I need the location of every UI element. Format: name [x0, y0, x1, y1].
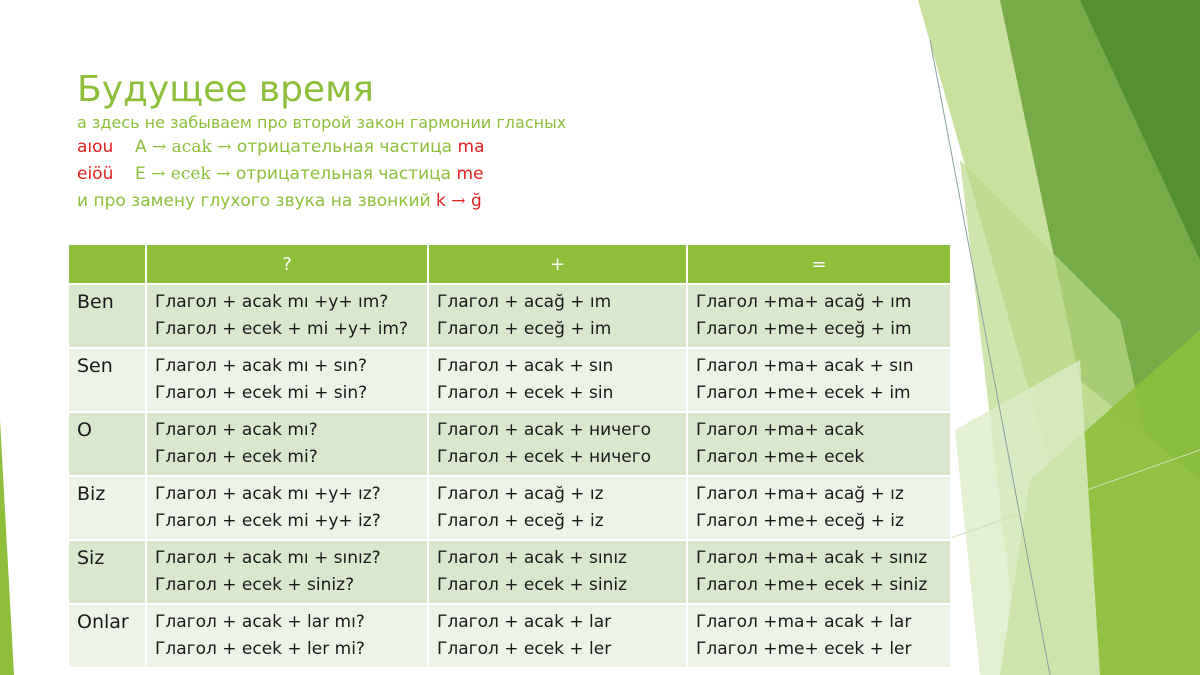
cell-negative: [687, 284, 951, 348]
arrow-icon: →: [216, 164, 231, 184]
arrow-icon: →: [217, 137, 232, 157]
cell-negative: [687, 540, 951, 604]
cell-line: Глагол + acak + sın: [437, 356, 614, 376]
arrow-icon: →: [451, 191, 466, 211]
cell-pronoun: Ben: [68, 284, 146, 348]
consonant-text: и про замену глухого звука на звонкий: [77, 191, 431, 211]
cell-line: Глагол + ecek mi?: [155, 447, 318, 467]
header-pronoun: [68, 244, 146, 284]
cell-line: Глагол + ecek + mi +y+ im?: [155, 319, 409, 339]
cell-pronoun: Siz: [68, 540, 146, 604]
cell-line: Глагол + acağ + ız: [437, 484, 604, 504]
cell-positive: [428, 348, 687, 412]
cell-line: Глагол + ecek + siniz?: [155, 575, 355, 595]
header-question: ?: [146, 244, 428, 284]
cell-line: Глагол + ecek + ничего: [437, 447, 652, 467]
arrow-icon: →: [152, 137, 167, 157]
cell-negative: [687, 476, 951, 540]
title-block: [77, 68, 566, 215]
consonant-from: k: [436, 191, 446, 211]
cell-line: Глагол + ecek + sin: [437, 383, 614, 403]
cell-line: Глагол + acak mı + sın?: [155, 356, 368, 376]
negation-text: отрицательная частица: [235, 164, 452, 184]
cell-line: Глагол +me+ eceğ + im: [696, 319, 912, 339]
suffix-ecek: ecek: [170, 164, 211, 184]
slide-title: Будущее время: [77, 69, 374, 110]
cell-question: [146, 540, 428, 604]
vowels-back: aıou: [77, 137, 114, 157]
rule-consonant: [77, 188, 566, 215]
cell-line: Глагол + acak + ничего: [437, 420, 651, 440]
table-row: [68, 348, 951, 412]
cell-line: Глагол + eceğ + iz: [437, 511, 604, 531]
cell-line: Глагол + acak mı + sınız?: [155, 548, 381, 568]
rule-back-vowels: [77, 134, 566, 161]
cell-question: [146, 348, 428, 412]
consonant-to: ğ: [470, 191, 482, 211]
table-row: [68, 284, 951, 348]
cell-pronoun: O: [68, 412, 146, 476]
cell-positive: [428, 284, 687, 348]
cell-line: Глагол +me+ ecek + im: [696, 383, 911, 403]
cell-line: Глагол +ma+ acak + sın: [696, 356, 914, 376]
cell-line: Глагол + acak mı +y+ ım?: [155, 292, 389, 312]
table-header-row: [68, 244, 951, 284]
deco-shape: [955, 360, 1100, 675]
cell-pronoun: Sen: [68, 348, 146, 412]
cell-line: Глагол +ma+ acak + sınız: [696, 548, 928, 568]
cell-line: Глагол + acak + lar: [437, 612, 612, 632]
deco-shape: [0, 420, 14, 675]
cell-line: Глагол + ecek mi +y+ iz?: [155, 511, 381, 531]
cell-negative: [687, 604, 951, 668]
table-row: [68, 476, 951, 540]
negation-text: отрицательная частица: [236, 137, 453, 157]
cell-positive: [428, 412, 687, 476]
cell-line: Глагол +me+ ecek + siniz: [696, 575, 928, 595]
cell-positive: [428, 476, 687, 540]
cell-positive: [428, 540, 687, 604]
cell-line: Глагол + ecek + ler: [437, 639, 612, 659]
cell-line: Глагол + acağ + ım: [437, 292, 612, 312]
letter-a: A: [134, 137, 147, 157]
cell-line: Глагол + eceğ + im: [437, 319, 612, 339]
particle-ma: ma: [457, 137, 485, 157]
cell-negative: [687, 412, 951, 476]
vowels-front: eiöü: [77, 164, 114, 184]
cell-pronoun: Biz: [68, 476, 146, 540]
conjugation-table: [67, 243, 952, 669]
cell-pronoun: Onlar: [68, 604, 146, 668]
cell-line: Глагол +me+ ecek + ler: [696, 639, 912, 659]
cell-line: Глагол +me+ ecek: [696, 447, 865, 467]
header-positive: +: [428, 244, 687, 284]
cell-line: Глагол + ecek mi + sin?: [155, 383, 368, 403]
cell-line: Глагол +me+ eceğ + iz: [696, 511, 904, 531]
header-negative: =: [687, 244, 951, 284]
cell-line: Глагол + acak mı +y+ ız?: [155, 484, 381, 504]
cell-positive: [428, 604, 687, 668]
cell-question: [146, 412, 428, 476]
cell-line: Глагол +ma+ acak + lar: [696, 612, 912, 632]
slide-subtitle: а здесь не забываем про второй закон гармонии гласных: [77, 113, 567, 132]
suffix-acak: acak: [171, 137, 212, 157]
cell-line: Глагол + ecek + ler mi?: [155, 639, 365, 659]
rule-front-vowels: [77, 161, 566, 188]
letter-e: E: [134, 164, 146, 184]
arrow-icon: →: [151, 164, 166, 184]
particle-me: me: [456, 164, 484, 184]
cell-question: [146, 604, 428, 668]
table-row: [68, 540, 951, 604]
cell-line: Глагол + acak + lar mı?: [155, 612, 365, 632]
cell-line: Глагол + ecek + siniz: [437, 575, 628, 595]
table-row: [68, 412, 951, 476]
cell-line: Глагол +ma+ acağ + ım: [696, 292, 912, 312]
table-row: [68, 604, 951, 668]
cell-line: Глагол +ma+ acağ + ız: [696, 484, 904, 504]
cell-line: Глагол + acak + sınız: [437, 548, 627, 568]
cell-negative: [687, 348, 951, 412]
cell-question: [146, 284, 428, 348]
cell-line: Глагол +ma+ acak: [696, 420, 865, 440]
cell-question: [146, 476, 428, 540]
cell-line: Глагол + acak mı?: [155, 420, 318, 440]
